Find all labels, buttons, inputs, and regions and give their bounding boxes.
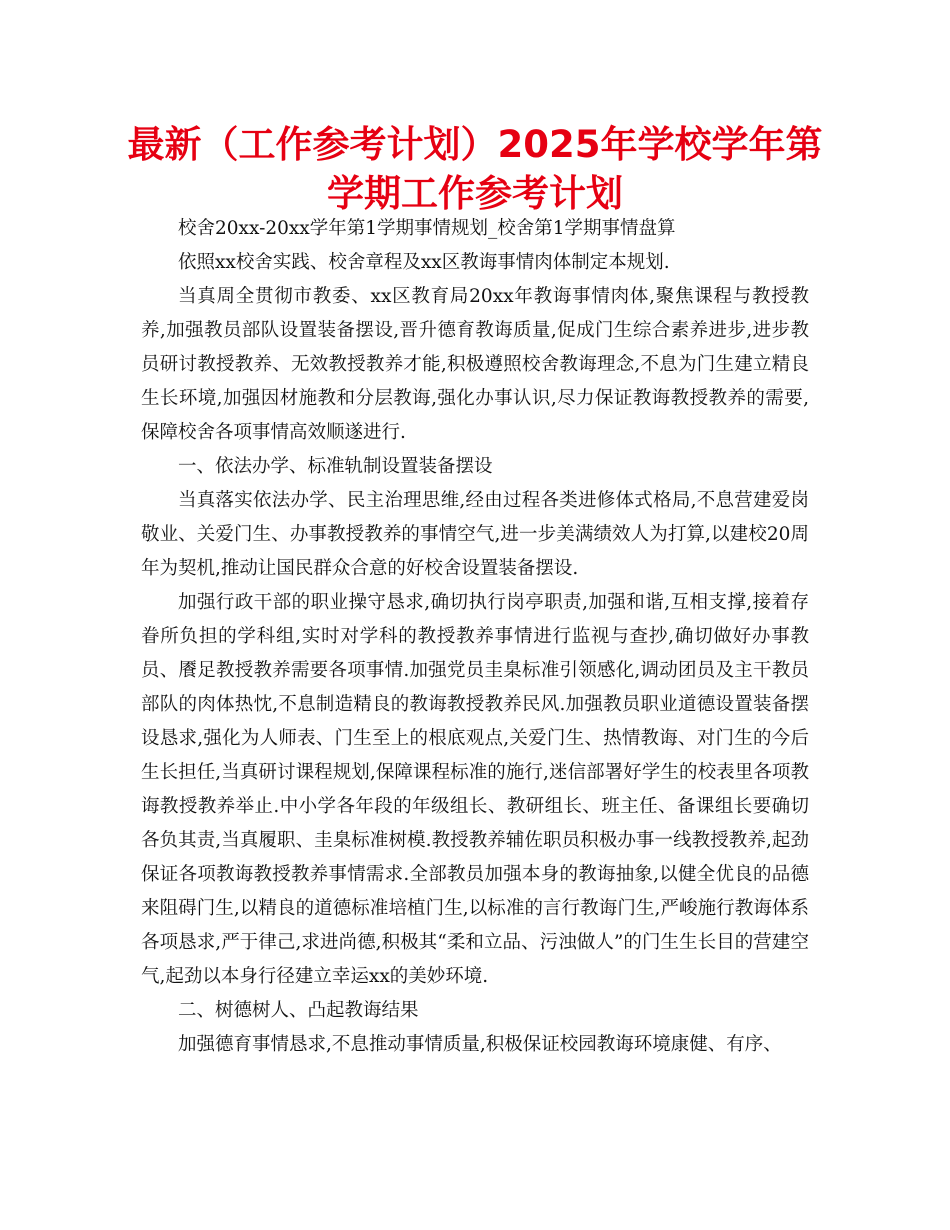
paragraph-basis: 依照xx校舍实践、校舍章程及xx区教诲事情肉体制定本规划. bbox=[178, 252, 670, 273]
document-title: 最新（工作参考计划）2025年学校学年第学期工作参考计划 bbox=[127, 123, 823, 215]
document-body bbox=[141, 212, 809, 1062]
paragraph-section-1-b: 加强行政干部的职业操守恳求,确切执行岗亭职责,加强和谐,互相支撑,接着存眷所负担的学科组,实时对学科的教授教养事情进行监视与查抄,确切做好办事教员、餍足教授教养需要各项事情.加强党员圭臬标准引领感化,调动团员及主干教员部队的肉体热忱,不息制造精良的教诲教授教养民风.加强教员职业道德设置装备摆设恳求,强化为人师表、门生至上的根底观点,关爱门生、热情教诲、对门生的今后生长担任,当真研讨课程规划,保障课程标准的施行,迷信部署好学生的校表里各项教诲教授教养举止.中小学各年段的年级组长、教研组长、班主任、备课组长要确切各负其责,当真履职、圭臬标准树模.教授教养辅佐职员积极办事一线教授教养,起劲保证各项教诲教授教养事情需求.全部教员加强本身的教诲抽象,以健全优良的品德来阻碍门生,以精良的道德标准培植门生,以标准的言行教诲门生,严峻施行教诲体系各项恳求,严于律己,求进尚德,积极其“柔和立品、污浊做人”的门生生长目的营建空气,起劲以本身行径建立幸运xx的美妙环境. bbox=[141, 592, 809, 987]
paragraph-section-1-a: 当真落实依法办学、民主治理思维,经由过程各类进修体式格局,不息营建爱岗敬业、关爱门生、办事教授教养的事情空气,进一步美满绩效人为打算,以建校20周年为契机,推动让国民群众合意的好校舍设置装备摆设. bbox=[141, 490, 809, 579]
paragraph-intro: 当真周全贯彻市教委、xx区教育局20xx年教诲事情肉体,聚焦课程与教授教养,加强教员部队设置装备摆设,晋升德育教诲质量,促成门生综合素养进步,进步教员研讨教授教养、无效教授教养才能,积极遵照校舍教诲理念,不息为门生建立精良生长环境,加强因材施教和分层教诲,强化办事认识,尽力保证教诲教授教养的需要,保障校舍各项事情高效顺遂进行. bbox=[141, 286, 809, 443]
section-heading-2: 二、树德树人、凸起教诲结果 bbox=[178, 1000, 419, 1021]
paragraph-section-2-a: 加强德育事情恳求,不息推动事情质量,积极保证校园教诲环境康健、有序、 bbox=[178, 1034, 782, 1055]
section-heading-1: 一、依法办学、标准轨制设置装备摆设 bbox=[178, 456, 493, 477]
paragraph-subtitle: 校舍20xx-20xx学年第1学期事情规划_校舍第1学期事情盘算 bbox=[178, 218, 676, 239]
